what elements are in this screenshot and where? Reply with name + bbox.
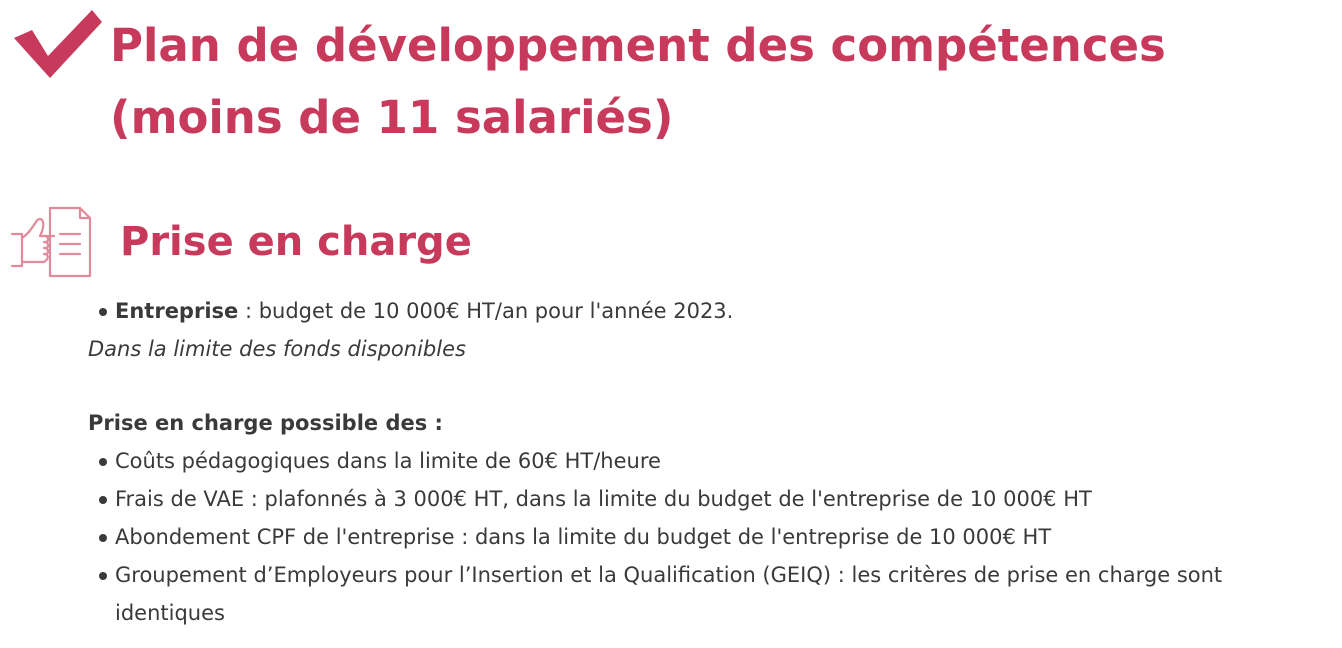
list-item: Abondement CPF de l'entreprise : dans la limite du budget de l'entreprise de 10 000€ HT <box>88 518 1328 556</box>
spacer <box>88 368 1328 404</box>
list-item-entreprise <box>88 292 1328 330</box>
page-title-line-1: Plan de développement des compétences <box>110 19 1166 72</box>
funds-note: Dans la limite des fonds disponibles <box>88 337 466 361</box>
list-item: Coûts pédagogiques dans la limite de 60€ HT/heure <box>88 442 1328 480</box>
check-icon <box>12 8 102 80</box>
possible-heading: Prise en charge possible des : <box>88 411 443 435</box>
document-hand-icon <box>10 204 94 280</box>
entreprise-text: : budget de 10 000€ HT/an pour l'année 2023. <box>238 299 734 323</box>
section-title: Prise en charge <box>120 219 472 265</box>
page-title-line-2: (moins de 11 salariés) <box>110 91 674 144</box>
list-item: Frais de VAE : plafonnés à 3 000€ HT, dans la limite du budget de l'entreprise de 10 000€ HT <box>88 480 1328 518</box>
content-body <box>88 292 1328 632</box>
entreprise-label: Entreprise <box>115 299 239 323</box>
list-item: Groupement d’Employeurs pour l’Insertion et la Qualification (GEIQ) : les critères de prise en charge sont identiques <box>88 556 1328 632</box>
page-title <box>110 10 1166 154</box>
